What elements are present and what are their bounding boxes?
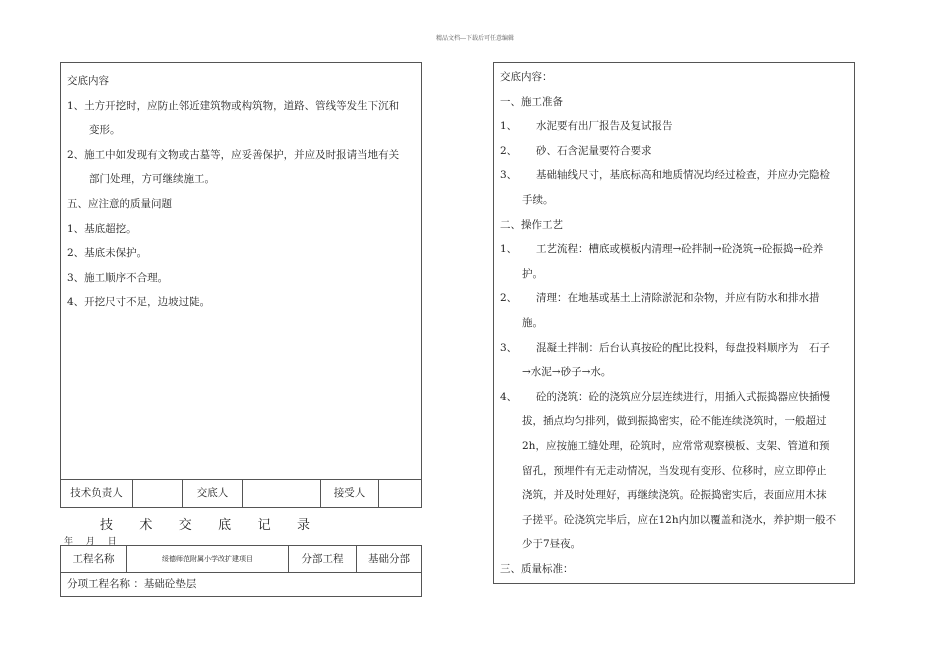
item-number: 2、: [500, 144, 518, 157]
right-line: 浇筑，并及时处理好，再继续浇筑。砼振捣密实后，表面应用木抹: [522, 489, 827, 502]
right-disclosure-panel: [493, 62, 855, 584]
right-line: [500, 336, 850, 361]
left-heading: 交底内容: [67, 75, 109, 87]
right-disclosure-content: [500, 65, 850, 581]
project-info-row: [61, 546, 421, 573]
right-line: [500, 385, 850, 410]
item-number: 3、: [500, 341, 518, 354]
item-number: 3、: [500, 169, 518, 182]
left-line: 3、施工顺序不合理。: [67, 271, 169, 284]
record-title-char: 录: [296, 518, 310, 533]
item-number: 1、: [500, 243, 518, 256]
date-line: 年 月 日: [64, 537, 117, 547]
right-line: 施。: [522, 316, 543, 329]
tech-leader-field[interactable]: [133, 480, 183, 507]
division-value: 基础分部: [368, 553, 410, 565]
record-title-char: 记: [257, 518, 271, 533]
right-line: 留孔，预埋件有无走动情况，当发现有变形、位移时，应立即停止: [522, 464, 827, 477]
receiver-field[interactable]: [379, 480, 421, 507]
item-number: 4、: [500, 390, 518, 403]
record-title-char: 交: [178, 518, 192, 533]
record-title: [100, 514, 310, 533]
right-line: 手续。: [522, 193, 554, 206]
right-line: 2h，应按施工缝处理，砼筑时，应常常观察模板、支架、管道和预: [522, 439, 830, 452]
left-line: 4、开挖尺寸不足，边坡过陡。: [67, 296, 211, 309]
right-line: [500, 286, 850, 311]
left-line: 变形。: [89, 124, 121, 137]
project-label: 工程名称: [61, 546, 127, 572]
project-value: 绥德师范附属小学改扩建项目: [127, 546, 289, 572]
right-line: [500, 237, 850, 262]
item-text: 基础轴线尺寸，基底标高和地质情况均经过检查，并应办完隐检: [536, 169, 830, 182]
discloser-label: 交底人: [183, 480, 243, 507]
left-line: 2、施工中如发现有文物或古墓等，应妥善保护，并应及时报请当地有关: [67, 148, 400, 161]
right-line: 一、施工准备: [500, 95, 563, 108]
item-text: 砂、石含泥量要符合要求: [536, 144, 652, 157]
item-text: 混凝土拌制：后台认真按砼的配比投料，每盘投料顺序为 石子: [536, 341, 830, 354]
right-line: 少于7昼夜。: [522, 538, 582, 551]
record-title-char: 技: [100, 518, 114, 533]
left-disclosure-content: [67, 69, 419, 315]
left-line: 1、土方开挖时，应防止邻近建筑物或构筑物，道路、管线等发生下沉和: [67, 99, 400, 112]
right-line: [500, 163, 850, 188]
record-title-char: 术: [139, 518, 153, 533]
right-line: 二、操作工艺: [500, 218, 563, 231]
right-heading: 交底内容：: [500, 71, 553, 83]
item-text: 清理：在地基或基土上清除淤泥和杂物，并应有防水和排水措: [536, 292, 820, 305]
item-text: 砼的浇筑：砼的浇筑应分层连续进行，用插入式振捣器应快插慢: [536, 390, 830, 403]
right-line: [500, 139, 850, 164]
left-line: 1、基底超挖。: [67, 222, 137, 235]
right-line: 三、质量标准：: [500, 562, 574, 575]
right-line: [500, 114, 850, 139]
left-line: 部门处理，方可继续施工。: [89, 173, 215, 186]
tech-leader-label: 技术负责人: [61, 480, 133, 507]
right-line: 拔，插点均匀排列，做到振捣密实，砼不能连续浇筑时，一般超过: [522, 415, 827, 428]
header-note: 精品文档---下载后可任意编辑: [435, 35, 515, 42]
receiver-label: 接受人: [321, 480, 379, 507]
right-line: 子搓平。砼浇筑完毕后，应在12h内加以覆盖和浇水，养护期一般不: [522, 513, 837, 526]
subitem-name: 分项工程名称 ：基础砼垫层: [67, 578, 197, 590]
division-label: 分部工程: [289, 546, 357, 572]
item-number: 1、: [500, 120, 518, 133]
right-line: →水泥→砂子→水。: [522, 366, 612, 379]
item-number: 2、: [500, 292, 518, 305]
discloser-field[interactable]: [243, 480, 321, 507]
item-text: 水泥要有出厂报告及复试报告: [536, 120, 673, 133]
signature-row: [61, 479, 421, 507]
right-line: 护。: [522, 267, 543, 280]
project-info-table: [60, 545, 422, 597]
item-text: 工艺流程：槽底或模板内清理→砼拌制→砼浇筑→砼振捣→砼养: [536, 243, 824, 256]
left-line: 五、应注意的质量问题: [67, 197, 172, 210]
left-line: 2、基底未保护。: [67, 247, 148, 260]
left-disclosure-panel: [60, 62, 422, 508]
record-title-char: 底: [218, 518, 232, 533]
